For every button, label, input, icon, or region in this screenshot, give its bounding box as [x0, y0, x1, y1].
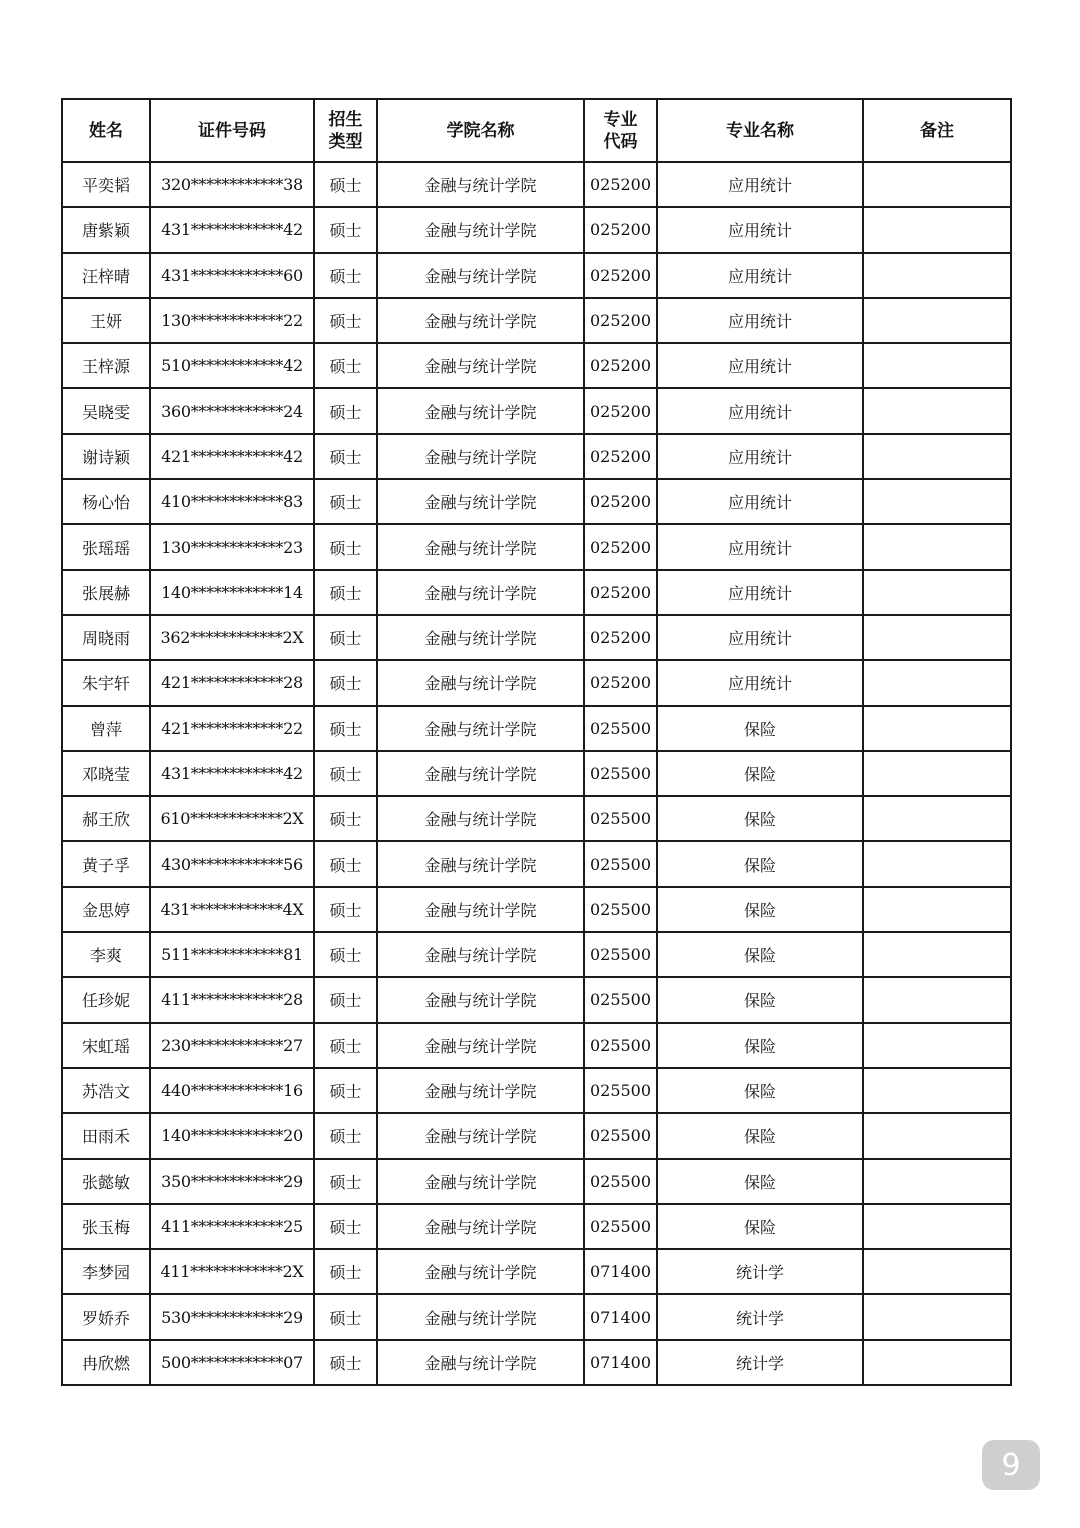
cell-name: 黄子孚 [62, 841, 150, 886]
table-header [62, 99, 1011, 162]
cell-school: 金融与统计学院 [377, 706, 584, 751]
cell-major-code: 025200 [584, 388, 657, 433]
cell-admission-type: 硕士 [314, 977, 377, 1022]
cell-admission-type: 硕士 [314, 932, 377, 977]
cell-remarks [863, 479, 1011, 524]
cell-id-number: 130************22 [150, 298, 314, 343]
cell-name: 张展赫 [62, 570, 150, 615]
cell-admission-type: 硕士 [314, 1204, 377, 1249]
table-row [62, 1023, 1011, 1068]
cell-admission-type: 硕士 [314, 887, 377, 932]
header-id-number [150, 99, 314, 162]
cell-admission-type: 硕士 [314, 298, 377, 343]
table-row [62, 1113, 1011, 1158]
cell-remarks [863, 253, 1011, 298]
cell-school: 金融与统计学院 [377, 1023, 584, 1068]
cell-school: 金融与统计学院 [377, 162, 584, 207]
cell-admission-type: 硕士 [314, 207, 377, 252]
cell-name: 曾萍 [62, 706, 150, 751]
cell-major-name: 保险 [657, 887, 863, 932]
cell-major-code: 025200 [584, 343, 657, 388]
table-row [62, 1294, 1011, 1339]
cell-school: 金融与统计学院 [377, 615, 584, 660]
table-row [62, 388, 1011, 433]
cell-name: 朱宇轩 [62, 660, 150, 705]
cell-remarks [863, 706, 1011, 751]
cell-admission-type: 硕士 [314, 479, 377, 524]
cell-admission-type: 硕士 [314, 1249, 377, 1294]
cell-name: 田雨禾 [62, 1113, 150, 1158]
cell-major-name: 应用统计 [657, 298, 863, 343]
table-row [62, 887, 1011, 932]
cell-major-code: 025200 [584, 660, 657, 705]
cell-school: 金融与统计学院 [377, 479, 584, 524]
cell-admission-type: 硕士 [314, 841, 377, 886]
cell-id-number: 130************23 [150, 524, 314, 569]
cell-major-name: 保险 [657, 1113, 863, 1158]
table-row [62, 298, 1011, 343]
cell-major-code: 025500 [584, 932, 657, 977]
table-row [62, 434, 1011, 479]
cell-remarks [863, 1113, 1011, 1158]
cell-remarks [863, 1340, 1011, 1385]
cell-remarks [863, 751, 1011, 796]
cell-id-number: 140************20 [150, 1113, 314, 1158]
header-remarks [863, 99, 1011, 162]
cell-school: 金融与统计学院 [377, 524, 584, 569]
cell-id-number: 530************29 [150, 1294, 314, 1339]
cell-major-code: 025200 [584, 253, 657, 298]
cell-id-number: 440************16 [150, 1068, 314, 1113]
cell-school: 金融与统计学院 [377, 1294, 584, 1339]
cell-name: 任珍妮 [62, 977, 150, 1022]
cell-name: 王梓源 [62, 343, 150, 388]
cell-major-code: 025200 [584, 162, 657, 207]
cell-major-code: 071400 [584, 1340, 657, 1385]
cell-admission-type: 硕士 [314, 388, 377, 433]
cell-major-code: 071400 [584, 1294, 657, 1339]
cell-id-number: 410************83 [150, 479, 314, 524]
cell-id-number: 411************2X [150, 1249, 314, 1294]
header-school [377, 99, 584, 162]
cell-id-number: 362************2X [150, 615, 314, 660]
cell-school: 金融与统计学院 [377, 1249, 584, 1294]
cell-remarks [863, 977, 1011, 1022]
cell-admission-type: 硕士 [314, 1159, 377, 1204]
cell-name: 平奕韬 [62, 162, 150, 207]
cell-admission-type: 硕士 [314, 570, 377, 615]
cell-major-name: 应用统计 [657, 570, 863, 615]
header-major-name-label: 专业名称 [726, 120, 794, 141]
table-row [62, 1204, 1011, 1249]
cell-admission-type: 硕士 [314, 615, 377, 660]
cell-id-number: 511************81 [150, 932, 314, 977]
table-row [62, 207, 1011, 252]
cell-remarks [863, 524, 1011, 569]
table-row [62, 253, 1011, 298]
cell-major-code: 025500 [584, 796, 657, 841]
header-admission-type-line1: 招生 [328, 109, 363, 130]
header-major-code-line2: 代码 [603, 131, 638, 152]
cell-admission-type: 硕士 [314, 1113, 377, 1158]
header-row [62, 99, 1011, 162]
cell-id-number: 510************42 [150, 343, 314, 388]
cell-admission-type: 硕士 [314, 1340, 377, 1385]
cell-name: 邓晓莹 [62, 751, 150, 796]
cell-remarks [863, 1294, 1011, 1339]
table-row [62, 1340, 1011, 1385]
cell-school: 金融与统计学院 [377, 1113, 584, 1158]
cell-major-name: 保险 [657, 706, 863, 751]
cell-id-number: 350************29 [150, 1159, 314, 1204]
cell-id-number: 431************4X [150, 887, 314, 932]
table-row [62, 1068, 1011, 1113]
cell-remarks [863, 162, 1011, 207]
cell-major-name: 保险 [657, 1068, 863, 1113]
cell-name: 苏浩文 [62, 1068, 150, 1113]
header-name-label: 姓名 [89, 120, 123, 141]
cell-major-name: 应用统计 [657, 615, 863, 660]
cell-id-number: 230************27 [150, 1023, 314, 1068]
cell-remarks [863, 1068, 1011, 1113]
cell-major-name: 应用统计 [657, 253, 863, 298]
cell-remarks [863, 660, 1011, 705]
cell-major-code: 025500 [584, 751, 657, 796]
cell-school: 金融与统计学院 [377, 1159, 584, 1204]
cell-admission-type: 硕士 [314, 751, 377, 796]
cell-major-name: 保险 [657, 841, 863, 886]
cell-name: 金思婷 [62, 887, 150, 932]
page-number: 9 [1001, 1447, 1021, 1483]
cell-school: 金融与统计学院 [377, 751, 584, 796]
cell-remarks [863, 1159, 1011, 1204]
cell-id-number: 431************42 [150, 751, 314, 796]
cell-major-code: 025500 [584, 887, 657, 932]
cell-admission-type: 硕士 [314, 706, 377, 751]
table-row [62, 524, 1011, 569]
cell-name: 唐紫颖 [62, 207, 150, 252]
cell-major-name: 保险 [657, 751, 863, 796]
table-row [62, 343, 1011, 388]
cell-major-name: 统计学 [657, 1340, 863, 1385]
cell-name: 杨心怡 [62, 479, 150, 524]
cell-major-name: 保险 [657, 1023, 863, 1068]
cell-major-name: 应用统计 [657, 524, 863, 569]
table-row [62, 1249, 1011, 1294]
cell-id-number: 421************28 [150, 660, 314, 705]
cell-name: 罗娇乔 [62, 1294, 150, 1339]
cell-school: 金融与统计学院 [377, 660, 584, 705]
cell-major-code: 025200 [584, 570, 657, 615]
cell-school: 金融与统计学院 [377, 796, 584, 841]
table-row [62, 660, 1011, 705]
cell-major-name: 保险 [657, 796, 863, 841]
cell-remarks [863, 1249, 1011, 1294]
cell-remarks [863, 207, 1011, 252]
cell-name: 汪梓晴 [62, 253, 150, 298]
cell-school: 金融与统计学院 [377, 887, 584, 932]
cell-id-number: 411************25 [150, 1204, 314, 1249]
cell-major-name: 保险 [657, 1204, 863, 1249]
cell-id-number: 140************14 [150, 570, 314, 615]
cell-major-name: 应用统计 [657, 162, 863, 207]
cell-name: 张瑶瑶 [62, 524, 150, 569]
cell-remarks [863, 434, 1011, 479]
cell-name: 宋虹瑶 [62, 1023, 150, 1068]
cell-remarks [863, 343, 1011, 388]
cell-major-code: 025200 [584, 434, 657, 479]
cell-name: 冉欣燃 [62, 1340, 150, 1385]
cell-school: 金融与统计学院 [377, 570, 584, 615]
cell-admission-type: 硕士 [314, 524, 377, 569]
cell-remarks [863, 570, 1011, 615]
cell-school: 金融与统计学院 [377, 977, 584, 1022]
cell-major-code: 025500 [584, 1204, 657, 1249]
table-row [62, 932, 1011, 977]
cell-name: 周晓雨 [62, 615, 150, 660]
cell-major-code: 025500 [584, 977, 657, 1022]
cell-major-name: 应用统计 [657, 388, 863, 433]
cell-id-number: 411************28 [150, 977, 314, 1022]
cell-major-code: 025200 [584, 524, 657, 569]
cell-school: 金融与统计学院 [377, 434, 584, 479]
cell-id-number: 431************42 [150, 207, 314, 252]
cell-school: 金融与统计学院 [377, 1068, 584, 1113]
cell-major-name: 统计学 [657, 1249, 863, 1294]
cell-id-number: 430************56 [150, 841, 314, 886]
table-row [62, 479, 1011, 524]
header-major-code-line1: 专业 [603, 109, 638, 130]
cell-admission-type: 硕士 [314, 796, 377, 841]
header-admission-type-line2: 类型 [328, 131, 363, 152]
table-row [62, 796, 1011, 841]
cell-remarks [863, 887, 1011, 932]
table-row [62, 977, 1011, 1022]
cell-admission-type: 硕士 [314, 253, 377, 298]
cell-school: 金融与统计学院 [377, 1204, 584, 1249]
cell-admission-type: 硕士 [314, 1023, 377, 1068]
table-row [62, 615, 1011, 660]
cell-id-number: 421************42 [150, 434, 314, 479]
cell-major-code: 025200 [584, 207, 657, 252]
cell-admission-type: 硕士 [314, 1294, 377, 1339]
cell-school: 金融与统计学院 [377, 298, 584, 343]
cell-major-name: 应用统计 [657, 207, 863, 252]
cell-major-code: 025500 [584, 841, 657, 886]
cell-major-name: 保险 [657, 932, 863, 977]
cell-remarks [863, 298, 1011, 343]
cell-name: 郝王欣 [62, 796, 150, 841]
table-row [62, 841, 1011, 886]
cell-school: 金融与统计学院 [377, 343, 584, 388]
header-admission-type [314, 99, 377, 162]
cell-major-code: 025500 [584, 1159, 657, 1204]
cell-major-name: 保险 [657, 1159, 863, 1204]
cell-remarks [863, 388, 1011, 433]
cell-name: 张懿敏 [62, 1159, 150, 1204]
cell-id-number: 360************24 [150, 388, 314, 433]
cell-major-code: 025500 [584, 1023, 657, 1068]
cell-admission-type: 硕士 [314, 343, 377, 388]
cell-name: 谢诗颖 [62, 434, 150, 479]
cell-admission-type: 硕士 [314, 434, 377, 479]
cell-major-name: 应用统计 [657, 479, 863, 524]
cell-admission-type: 硕士 [314, 1068, 377, 1113]
cell-school: 金融与统计学院 [377, 207, 584, 252]
table-body [62, 162, 1011, 1385]
header-major-name [657, 99, 863, 162]
table-row [62, 1159, 1011, 1204]
cell-name: 张玉梅 [62, 1204, 150, 1249]
cell-major-name: 应用统计 [657, 343, 863, 388]
cell-major-code: 071400 [584, 1249, 657, 1294]
cell-major-code: 025500 [584, 706, 657, 751]
cell-major-name: 应用统计 [657, 434, 863, 479]
cell-remarks [863, 615, 1011, 660]
cell-id-number: 500************07 [150, 1340, 314, 1385]
cell-school: 金融与统计学院 [377, 253, 584, 298]
cell-remarks [863, 932, 1011, 977]
header-major-code [584, 99, 657, 162]
cell-school: 金融与统计学院 [377, 388, 584, 433]
header-remarks-label: 备注 [920, 120, 954, 141]
header-id-number-label: 证件号码 [198, 120, 266, 141]
cell-remarks [863, 1204, 1011, 1249]
cell-major-name: 保险 [657, 977, 863, 1022]
cell-name: 吴晓雯 [62, 388, 150, 433]
cell-school: 金融与统计学院 [377, 932, 584, 977]
cell-id-number: 421************22 [150, 706, 314, 751]
cell-id-number: 320************38 [150, 162, 314, 207]
cell-name: 王妍 [62, 298, 150, 343]
cell-major-code: 025200 [584, 479, 657, 524]
table-row [62, 570, 1011, 615]
cell-major-code: 025200 [584, 298, 657, 343]
table-row [62, 162, 1011, 207]
header-name [62, 99, 150, 162]
admission-list-table [61, 98, 1012, 1386]
cell-remarks [863, 841, 1011, 886]
cell-id-number: 610************2X [150, 796, 314, 841]
table-row [62, 751, 1011, 796]
cell-major-code: 025200 [584, 615, 657, 660]
header-school-label: 学院名称 [446, 120, 515, 141]
cell-name: 李梦园 [62, 1249, 150, 1294]
cell-major-name: 应用统计 [657, 660, 863, 705]
cell-admission-type: 硕士 [314, 660, 377, 705]
cell-remarks [863, 1023, 1011, 1068]
table-row [62, 706, 1011, 751]
cell-major-code: 025500 [584, 1068, 657, 1113]
page-number-badge [982, 1440, 1040, 1490]
cell-school: 金融与统计学院 [377, 1340, 584, 1385]
cell-id-number: 431************60 [150, 253, 314, 298]
cell-admission-type: 硕士 [314, 162, 377, 207]
cell-remarks [863, 796, 1011, 841]
cell-major-code: 025500 [584, 1113, 657, 1158]
cell-school: 金融与统计学院 [377, 841, 584, 886]
cell-name: 李爽 [62, 932, 150, 977]
cell-major-name: 统计学 [657, 1294, 863, 1339]
